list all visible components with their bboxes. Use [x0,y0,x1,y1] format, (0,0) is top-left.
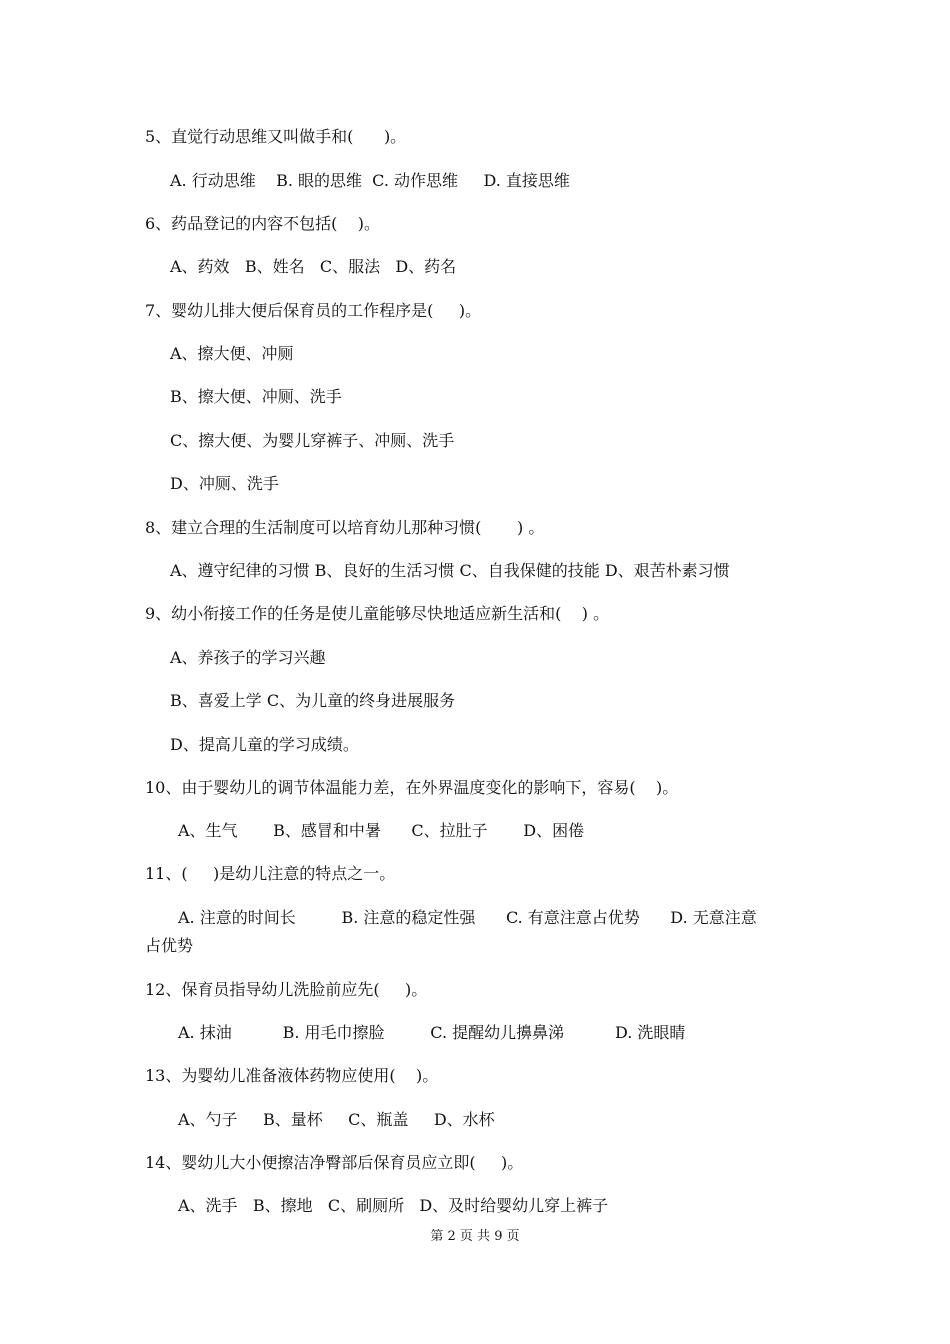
question-8-options: A、遵守纪律的习惯 B、良好的生活习惯 C、自我保健的技能 D、艰苦朴素习惯 [170,561,730,580]
question-9: 9、幼小衔接工作的任务是使儿童能够尽快地适应新生活和( ) 。 [145,604,610,623]
question-9-option-b: B、喜爱上学 C、为儿童的终身进展服务 [170,691,456,710]
question-7: 7、婴幼儿排大便后保育员的工作程序是( )。 [145,301,482,320]
question-8: 8、建立合理的生活制度可以培育幼儿那种习惯( ) 。 [145,518,545,537]
question-11-options: A. 注意的时间长 B. 注意的稳定性强 C. 有意注意占优势 D. 无意注意 [178,908,757,927]
question-14: 14、婴幼儿大小便擦洁净臀部后保育员应立即( )。 [145,1153,524,1172]
question-11: 11、( )是幼儿注意的特点之一。 [145,864,396,883]
question-7-option-d: D、冲厕、洗手 [170,474,279,493]
question-13-options: A、勺子 B、量杯 C、瓶盖 D、水杯 [178,1110,495,1129]
question-13: 13、为婴幼儿准备液体药物应使用( )。 [145,1066,439,1085]
question-7-option-c: C、擦大便、为婴儿穿裤子、冲厕、洗手 [170,431,455,450]
question-6: 6、药品登记的内容不包括( )。 [145,214,381,233]
page-footer: 第 2 页 共 9 页 [430,1229,520,1244]
question-12-options: A. 抹油 B. 用毛巾擦脸 C. 提醒幼儿擤鼻涕 D. 洗眼睛 [178,1023,686,1042]
question-10-options: A、生气 B、感冒和中暑 C、拉肚子 D、困倦 [178,821,585,840]
question-9-option-a: A、养孩子的学习兴趣 [170,648,326,667]
question-10: 10、由于婴幼儿的调节体温能力差，在外界温度变化的影响下，容易( )。 [145,778,679,797]
question-14-options: A、洗手 B、擦地 C、刷厕所 D、及时给婴幼儿穿上裤子 [178,1196,609,1215]
question-7-option-a: A、擦大便、冲厕 [170,344,294,363]
question-5: 5、直觉行动思维又叫做手和( )。 [145,127,407,146]
question-7-option-b: B、擦大便、冲厕、洗手 [170,387,342,406]
question-12: 12、保育员指导幼儿洗脸前应先( )。 [145,980,428,999]
question-6-options: A、药效 B、姓名 C、服法 D、药名 [170,257,457,276]
question-11-options-continued: 占优势 [145,936,194,955]
question-5-options: A. 行动思维 B. 眼的思维 C. 动作思维 D. 直接思维 [170,171,570,190]
question-9-option-d: D、提高儿童的学习成绩。 [170,735,359,754]
